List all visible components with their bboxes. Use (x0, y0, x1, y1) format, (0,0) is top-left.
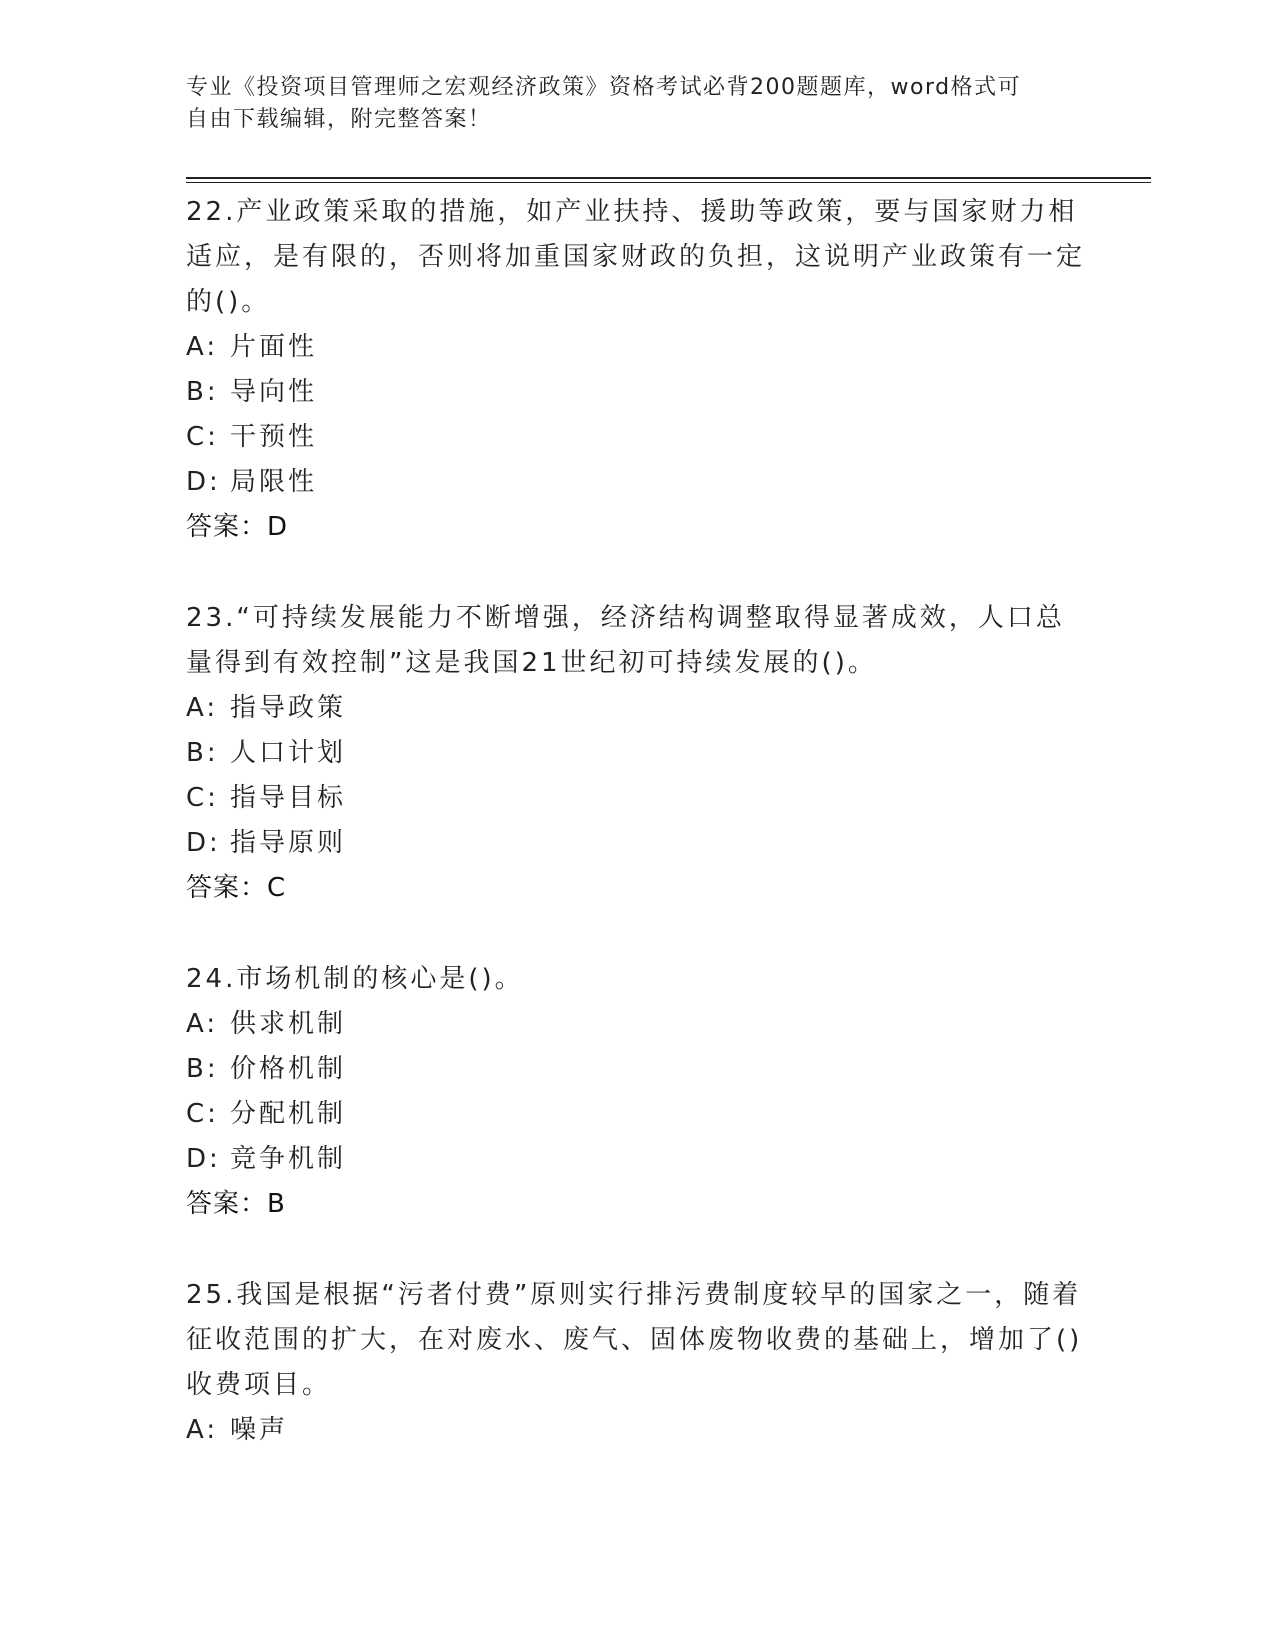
option-d (186, 460, 1086, 505)
question-list (186, 190, 1086, 1499)
option-a (186, 686, 1086, 731)
answer-line: 答案：B (186, 1189, 286, 1219)
question-25 (186, 1273, 1086, 1453)
option-a (186, 1408, 1086, 1453)
option-text: 片面性 (230, 332, 318, 362)
option-letter: B: (186, 1054, 219, 1084)
option-letter: C: (186, 783, 219, 813)
option-text: 指导目标 (230, 783, 347, 813)
header-line-2: 自由下载编辑，附完整答案！ (186, 107, 492, 132)
option-text: 指导原则 (230, 828, 347, 858)
option-text: 分配机制 (230, 1099, 347, 1129)
option-text: 竞争机制 (230, 1144, 347, 1174)
option-text: 干预性 (230, 422, 318, 452)
option-d (186, 1137, 1086, 1182)
option-text: 价格机制 (230, 1054, 347, 1084)
option-b (186, 1047, 1086, 1092)
option-text: 局限性 (230, 467, 318, 497)
option-c (186, 776, 1086, 821)
option-d (186, 821, 1086, 866)
option-letter: B: (186, 377, 219, 407)
option-c (186, 1092, 1086, 1137)
header-line-1: 专业《投资项目管理师之宏观经济政策》资格考试必背200题题库，word格式可 (186, 75, 1022, 100)
question-stem: 25.我国是根据“污者付费”原则实行排污费制度较早的国家之一，随着征收范围的扩大，在对废水、废气、固体废物收费的基础上，增加了()收费项目。 (186, 1280, 1083, 1400)
option-letter: A: (186, 332, 219, 362)
option-b (186, 731, 1086, 776)
header-divider (186, 177, 1151, 183)
option-letter: A: (186, 693, 219, 723)
option-text: 噪声 (230, 1415, 289, 1445)
option-text: 供求机制 (230, 1009, 347, 1039)
option-letter: A: (186, 1009, 219, 1039)
answer-line: 答案：D (186, 512, 289, 542)
question-stem: 22.产业政策采取的措施，如产业扶持、援助等政策，要与国家财力相适应，是有限的，否则将加重国家财政的负担，这说明产业政策有一定的()。 (186, 197, 1086, 317)
question-22 (186, 190, 1086, 550)
question-stem: 23.“可持续发展能力不断增强，经济结构调整取得显著成效，人口总量得到有效控制”这是我国21世纪初可持续发展的()。 (186, 603, 1065, 678)
option-letter: D: (186, 1144, 221, 1174)
option-a (186, 325, 1086, 370)
option-text: 人口计划 (230, 738, 347, 768)
option-letter: D: (186, 467, 221, 497)
option-a (186, 1002, 1086, 1047)
option-letter: C: (186, 422, 219, 452)
option-letter: B: (186, 738, 219, 768)
option-letter: D: (186, 828, 221, 858)
option-text: 指导政策 (230, 693, 347, 723)
option-b (186, 370, 1086, 415)
option-c (186, 415, 1086, 460)
question-stem: 24.市场机制的核心是()。 (186, 964, 524, 994)
page-header (186, 72, 1066, 136)
answer-line: 答案：C (186, 873, 287, 903)
option-letter: C: (186, 1099, 219, 1129)
option-text: 导向性 (230, 377, 318, 407)
question-24 (186, 957, 1086, 1227)
option-letter: A: (186, 1415, 219, 1445)
question-23 (186, 596, 1086, 911)
